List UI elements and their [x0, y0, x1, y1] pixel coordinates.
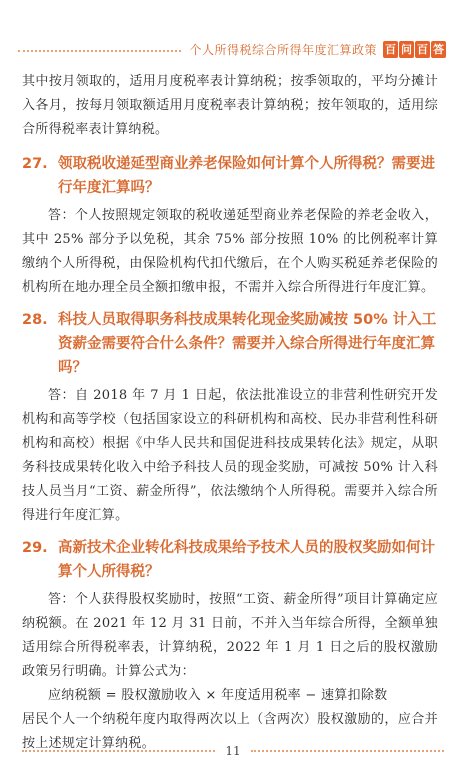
header-badge: 百 — [415, 41, 430, 58]
answer-29: 答：个人获得股权奖励时，按照“工资、薪金所得”项目计算确定应纳税额。在 2021 年 12 月 31 日前，不并入当年综合所得，全额单独适用综合所得税率表，计算纳税，2022 年 1 月 1 日之后的股权激励政策另行明确。计算公式为： — [22, 592, 438, 679]
question-number: 29. — [22, 540, 48, 556]
page-content — [22, 70, 438, 756]
question-27 — [22, 152, 438, 200]
answer-27: 答：个人按照规定领取的税收递延型商业养老保险的养老金收入，其中 25% 部分予以免税，其余 75% 部分按照 10% 的比例税率计算缴纳个人所得税，由保险机构代扣代缴后，在个人购买税延养老保险的机构所在地办理全员全额扣缴申报，不需并入综合所得进行年度汇算。 — [22, 208, 438, 295]
page-header — [18, 38, 446, 60]
header-badge: 百 — [383, 41, 398, 58]
page-number: 11 — [225, 744, 241, 758]
header-dotted-rule — [18, 50, 181, 52]
tax-formula: 应纳税额 = 股权激励收入 × 年度适用税率 − 速算扣除数 — [48, 688, 388, 703]
header-badges — [383, 41, 446, 58]
question-text: 高新技术企业转化科技成果给予技术人员的股权奖励如何计算个人所得税？ — [58, 540, 435, 580]
footer-dotted-rule — [22, 750, 215, 752]
question-text: 领取税收递延型商业养老保险如何计算个人所得税？需要进行年度汇算吗？ — [58, 156, 435, 196]
page-footer — [22, 744, 444, 758]
question-28 — [22, 308, 438, 380]
question-29 — [22, 536, 438, 584]
footer-dotted-rule — [251, 750, 444, 752]
header-title: 个人所得税综合所得年度汇算政策 — [189, 42, 377, 57]
intro-paragraph: 其中按月领取的，适用月度税率表计算纳税；按季领取的，平均分摊计入各月，按每月领取额适用月度税率表计算纳税；按年领取的，适用综合所得税率表计算纳税。 — [22, 74, 438, 137]
header-badge: 答 — [431, 41, 446, 58]
answer-29-note: 居民个人一个纳税年度内取得两次以上（含两次）股权激励的，应合并按上述规定计算纳税。 — [22, 712, 438, 751]
question-number: 27. — [22, 156, 48, 172]
header-badge: 问 — [399, 41, 414, 58]
question-text: 科技人员取得职务科技成果转化现金奖励减按 50% 计入工资薪金需要符合什么条件？需要并入综合所得进行年度汇算吗？ — [58, 312, 437, 376]
question-number: 28. — [22, 312, 48, 328]
answer-28: 答：自 2018 年 7 月 1 日起，依法批准设立的非营利性研究开发机构和高等学校（包括国家设立的科研机构和高校、民办非营利性科研机构和高校）根据《中华人民共和国促进科技成果转化法》规定，从职务科技成果转化收入中给予科技人员的现金奖励，可减按 50% 计入科技人员当月“工资、薪金所得”，依法缴纳个人所得税。需要并入综合所得进行年度汇算。 — [22, 388, 438, 523]
